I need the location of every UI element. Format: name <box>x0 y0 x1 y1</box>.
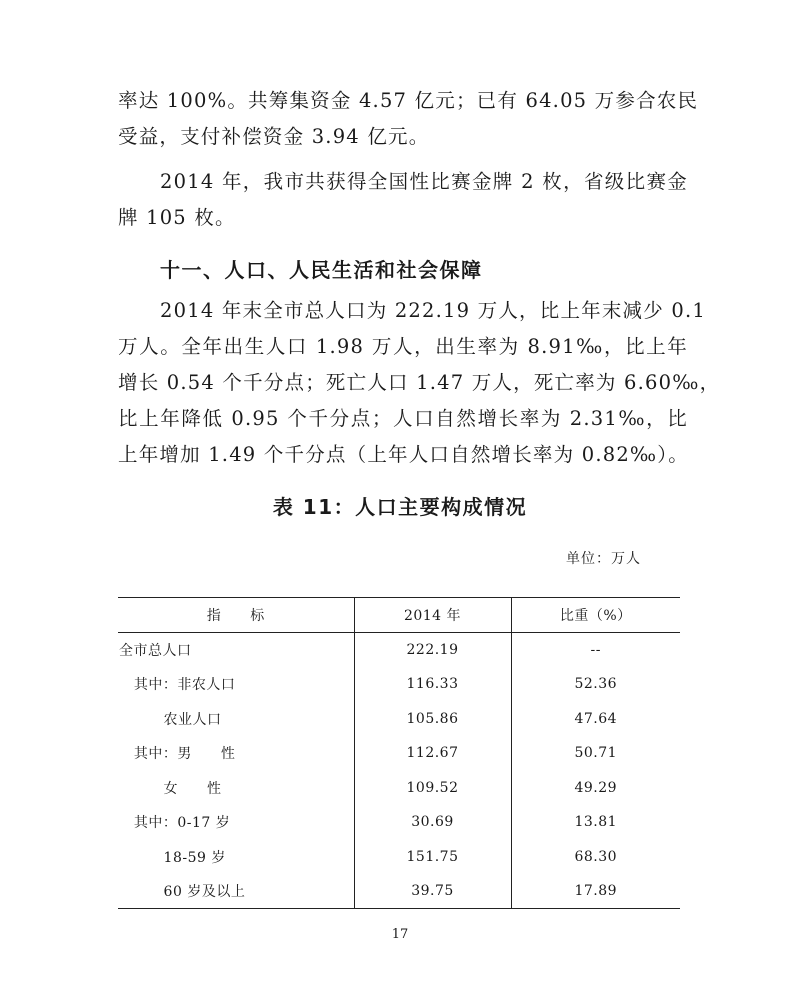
table-row <box>118 840 680 875</box>
table-row <box>118 874 680 909</box>
text-line: 增长 0.54 个千分点；死亡人口 1.47 万人，死亡率为 6.60‰， <box>118 371 721 394</box>
cell-value: 112.67 <box>354 736 511 771</box>
cell-indicator: 其中：男 性 <box>119 746 236 763</box>
cell-value: 222.19 <box>354 633 511 668</box>
section-heading: 十一、人口、人民生活和社会保障 <box>160 258 483 282</box>
cell-indicator: 18-59 岁 <box>119 849 226 866</box>
cell-share: 49.29 <box>511 771 680 806</box>
cell-indicator: 60 岁及以上 <box>118 874 354 909</box>
text-line: 上年增加 1.49 个千分点（上年人口自然增长率为 0.82‰）。 <box>118 443 689 466</box>
cell-indicator: 其中：0-17 岁 <box>119 815 231 832</box>
cell-value: 30.69 <box>354 805 511 840</box>
text-line: 牌 105 枚。 <box>118 206 236 229</box>
header-year: 2014 年 <box>354 598 511 633</box>
cell-share: 52.36 <box>511 667 680 702</box>
cell-share: 17.89 <box>511 874 680 909</box>
header-share: 比重（%） <box>511 598 680 633</box>
table-row <box>118 771 680 806</box>
cell-value: 105.86 <box>354 702 511 737</box>
paragraph-population <box>118 293 721 473</box>
text-line: 受益，支付补偿资金 3.94 亿元。 <box>118 125 430 148</box>
page-number: 17 <box>391 927 409 942</box>
text-line: 率达 100%。共筹集资金 4.57 亿元；已有 64.05 万参合农民 <box>118 89 699 112</box>
cell-share: 68.30 <box>511 840 680 875</box>
text-line: 2014 年末全市总人口为 222.19 万人，比上年末减少 0.1 <box>160 299 706 322</box>
header-indicator: 指 标 <box>118 598 354 633</box>
table-title: 表 11：人口主要构成情况 <box>272 495 528 519</box>
table-unit: 单位：万人 <box>566 551 641 567</box>
cell-indicator: 全市总人口 <box>119 643 192 659</box>
text-line: 万人。全年出生人口 1.98 万人，出生率为 8.91‰，比上年 <box>118 335 688 358</box>
text-line: 2014 年，我市共获得全国性比赛金牌 2 枚，省级比赛金 <box>160 170 688 193</box>
cell-indicator: 农业人口 <box>119 711 222 728</box>
cell-indicator: 其中：非农人口 <box>119 677 236 694</box>
cell-value: 116.33 <box>354 667 511 702</box>
table-row <box>118 702 680 737</box>
cell-value: 151.75 <box>354 840 511 875</box>
paragraph-sports <box>118 164 688 236</box>
cell-share: 50.71 <box>511 736 680 771</box>
paragraph-medical-insurance <box>118 83 699 155</box>
cell-share: 47.64 <box>511 702 680 737</box>
table-header-row <box>118 598 680 633</box>
cell-share: 13.81 <box>511 805 680 840</box>
cell-share: -- <box>511 633 680 668</box>
table-row <box>118 736 680 771</box>
table-row <box>118 667 680 702</box>
population-table <box>118 597 680 909</box>
cell-value: 39.75 <box>354 874 511 909</box>
cell-indicator: 女 性 <box>119 780 222 797</box>
text-line: 比上年降低 0.95 个千分点；人口自然增长率为 2.31‰，比 <box>118 407 688 430</box>
cell-value: 109.52 <box>354 771 511 806</box>
table-row <box>118 633 680 668</box>
table-row <box>118 805 680 840</box>
